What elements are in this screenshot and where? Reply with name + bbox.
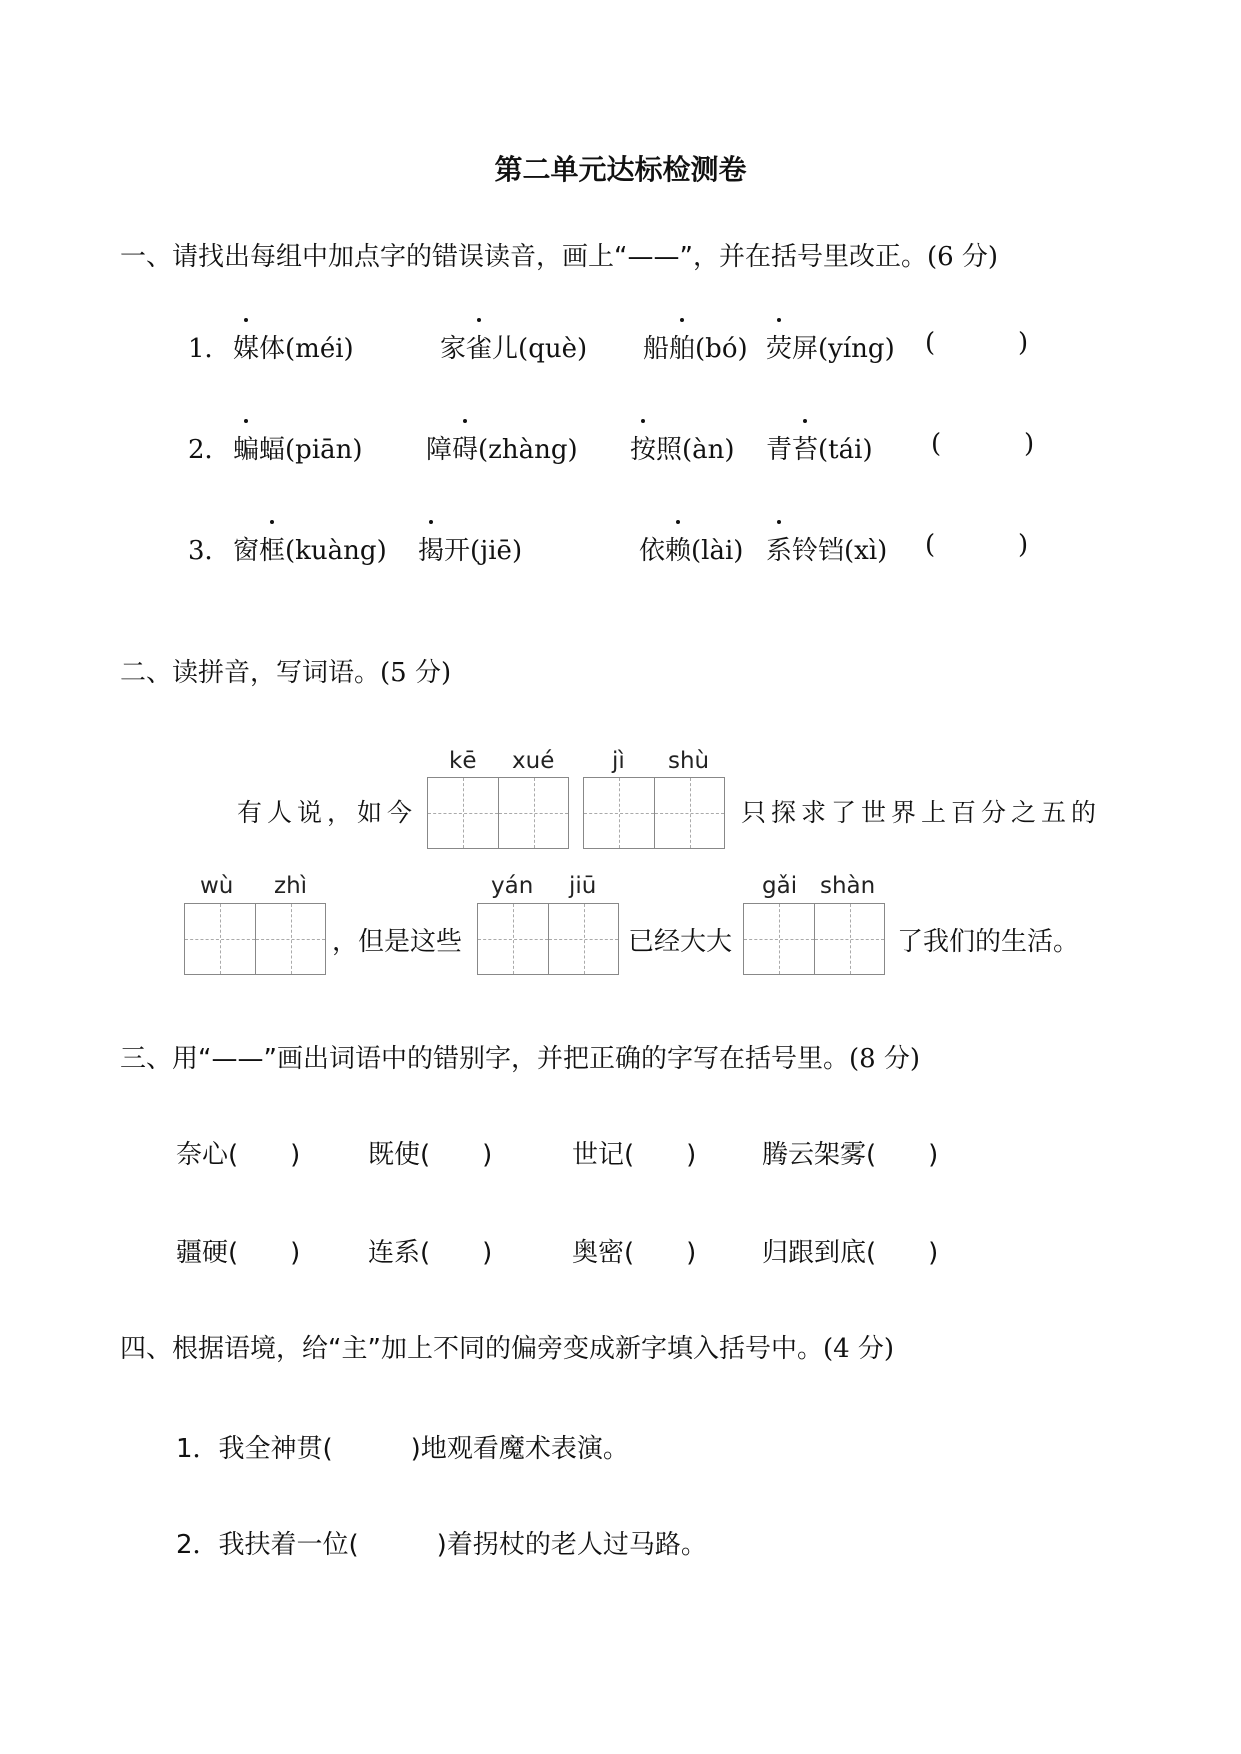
s1-row3-num: 3． — [188, 536, 231, 566]
s2-line2-tail: 了我们的生活。 — [897, 927, 1080, 957]
s1-row2-paren-open: ( — [931, 429, 942, 459]
writing-box-kexue[interactable] — [427, 777, 569, 849]
s1-row3-item2: 揭开(jiē) — [418, 530, 522, 567]
writing-cell[interactable] — [255, 904, 325, 974]
s1-row1-item1: 媒体(méi) — [233, 328, 354, 365]
s2-line2-mid2: 已经大大 — [628, 927, 733, 957]
s1-row1-num: 1． — [188, 334, 231, 364]
s1-row3-item4: 系铃铛(xì) — [766, 530, 887, 567]
writing-cell[interactable] — [744, 904, 814, 974]
s1-row1-item3: 船舶(bó) — [643, 328, 748, 365]
s3-r2-w3: 奥密( ) — [572, 1238, 697, 1268]
pinyin-yan: yán — [491, 873, 534, 899]
s1-row1-item4: 荧屏(yíng) — [766, 328, 895, 365]
pinyin-wu: wù — [200, 873, 234, 899]
writing-cell[interactable] — [428, 778, 498, 848]
s1-row1-paren-open: ( — [925, 328, 936, 358]
s1-row3-item3: 依赖(lài) — [639, 530, 743, 567]
s1-row3-item1: 窗框(kuàng) — [233, 530, 387, 567]
s1-row2-paren-close: ) — [1024, 429, 1035, 459]
section1-score: (6 分) — [926, 242, 999, 272]
s3-r1-w4: 腾云架雾( ) — [762, 1140, 939, 1170]
pinyin-xue: xué — [512, 748, 555, 774]
s3-r2-w4: 归跟到底( ) — [762, 1238, 939, 1268]
pinyin-gai: gǎi — [762, 873, 798, 899]
writing-cell[interactable] — [185, 904, 255, 974]
s1-row2-num: 2． — [188, 435, 231, 465]
s3-r2-w1: 疆硬( ) — [176, 1238, 301, 1268]
page-title: 第二单元达标检测卷 — [494, 153, 747, 186]
pinyin-zhi: zhì — [274, 873, 308, 899]
pinyin-shan: shàn — [820, 873, 876, 899]
section1-heading — [120, 236, 998, 273]
writing-cell[interactable] — [498, 778, 568, 848]
s1-row2-item2: 障碍(zhàng) — [426, 429, 578, 466]
section4-heading-text: 四、根据语境，给“主”加上不同的偏旁变成新字填入括号中。 — [120, 1334, 823, 1364]
section3-heading-text: 三、用“——”画出词语中的错别字，并把正确的字写在括号里。 — [120, 1044, 849, 1074]
s3-r1-w1: 奈心( ) — [176, 1140, 301, 1170]
s1-row3-paren-close: ) — [1018, 530, 1029, 560]
section2-heading-text: 二、读拼音，写词语。 — [120, 658, 381, 688]
section3-heading — [120, 1038, 920, 1075]
pinyin-shu: shù — [668, 748, 710, 774]
s3-r2-w2: 连系( ) — [368, 1238, 493, 1268]
writing-box-gaishan[interactable] — [743, 903, 885, 975]
s3-r1-w2: 既使( ) — [368, 1140, 493, 1170]
s1-row1-item2: 家雀儿(què) — [440, 328, 587, 365]
s1-row1-paren-close: ) — [1018, 328, 1029, 358]
s1-row2-item4: 青苔(tái) — [766, 429, 873, 466]
s2-line1-tail: 只探求了世界上百分之五的 — [741, 798, 1102, 827]
s2-line1-lead: 有人说，如今 — [237, 798, 418, 827]
section4-score: (4 分) — [822, 1334, 895, 1364]
s3-r1-w3: 世记( ) — [572, 1140, 697, 1170]
s1-row2-item1: 蝙蝠(piān) — [233, 429, 363, 466]
writing-cell[interactable] — [814, 904, 884, 974]
section3-score: (8 分) — [848, 1044, 921, 1074]
s1-row2-item3: 按照(àn) — [630, 429, 735, 466]
writing-cell[interactable] — [548, 904, 618, 974]
pinyin-ji: jì — [612, 748, 625, 774]
writing-cell[interactable] — [478, 904, 548, 974]
s1-row3-paren-open: ( — [925, 530, 936, 560]
writing-box-jishu[interactable] — [583, 777, 725, 849]
writing-box-yanjiu[interactable] — [477, 903, 619, 975]
pinyin-jiu: jiū — [569, 873, 597, 899]
writing-cell[interactable] — [654, 778, 724, 848]
section4-heading — [120, 1328, 894, 1365]
s2-line2-mid1: ，但是这些 — [332, 927, 463, 957]
s4-item2: 2．我扶着一位( )着拐杖的老人过马路。 — [176, 1530, 707, 1560]
pinyin-ke: kē — [449, 748, 477, 774]
section2-heading — [120, 652, 451, 689]
section2-score: (5 分) — [380, 658, 452, 688]
writing-cell[interactable] — [584, 778, 654, 848]
s4-item1: 1．我全神贯( )地观看魔术表演。 — [176, 1434, 629, 1464]
writing-box-wuzhi[interactable] — [184, 903, 326, 975]
section1-heading-text: 一、请找出每组中加点字的错误读音，画上“——”，并在括号里改正。 — [120, 242, 927, 272]
